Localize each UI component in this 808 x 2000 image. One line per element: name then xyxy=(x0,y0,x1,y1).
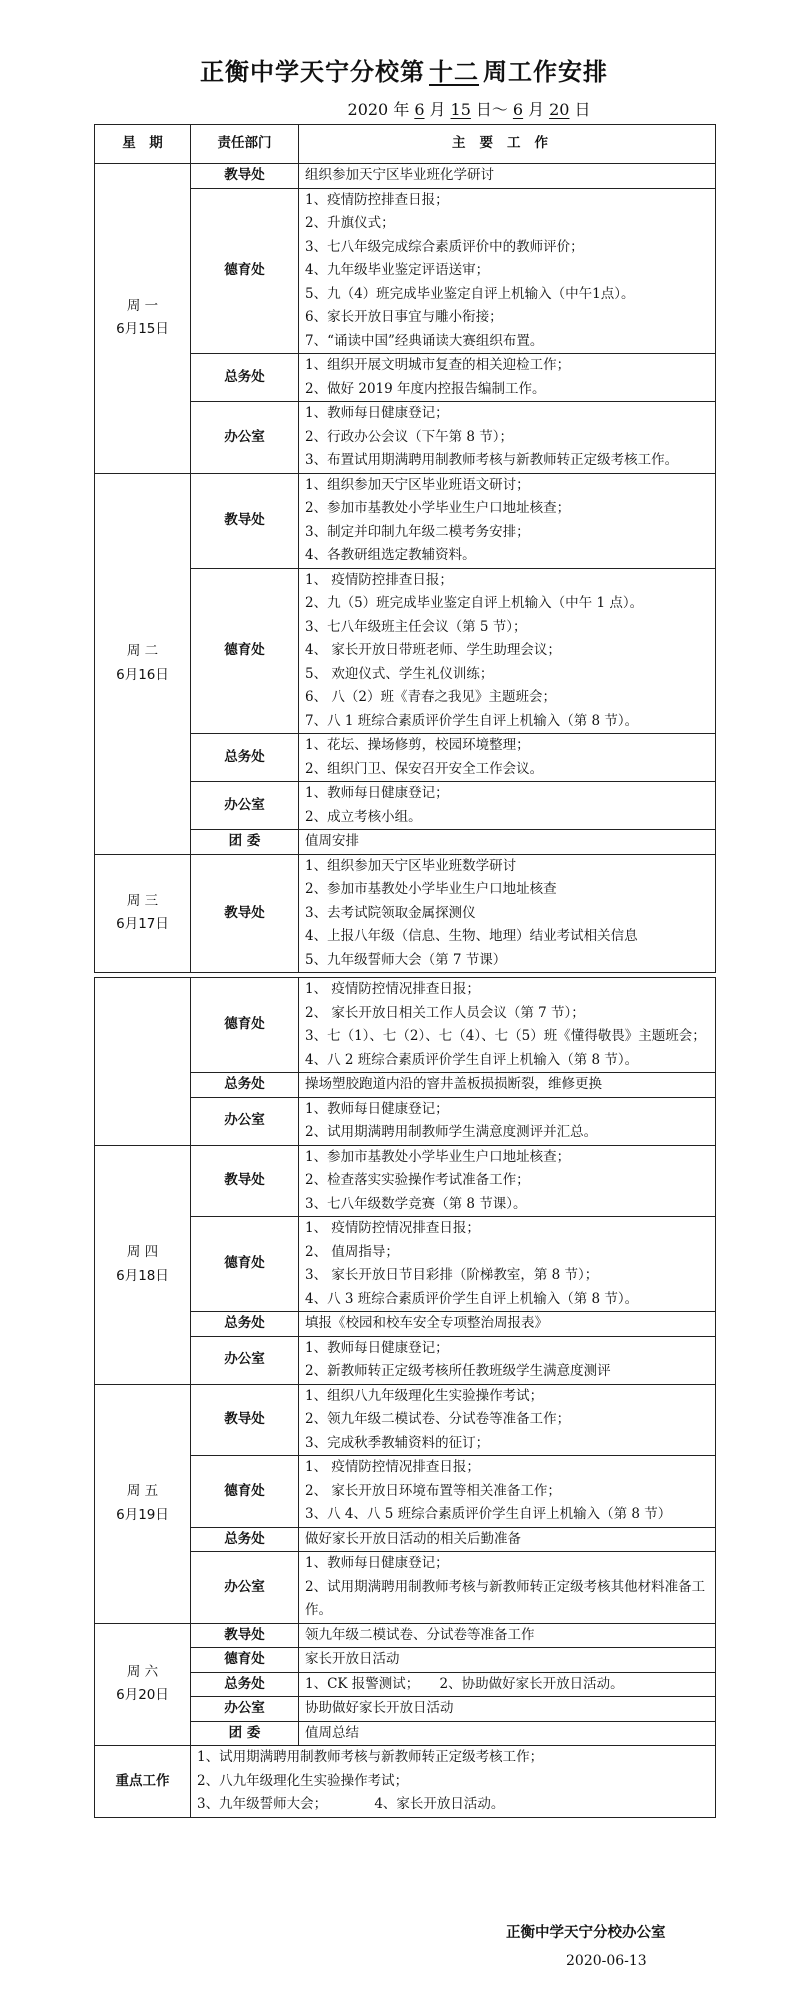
work-item: 4、上报八年级（信息、生物、地理）结业考试相关信息 xyxy=(305,928,638,944)
work-item: 1、 疫情防控情况排查日报； xyxy=(305,981,480,997)
date-end-month: 6 xyxy=(512,100,524,119)
work-item: 1、教师每日健康登记； xyxy=(305,785,449,801)
work-cell xyxy=(299,473,716,568)
work-cell xyxy=(299,1097,716,1145)
date-label: 6月15日 xyxy=(116,321,169,338)
department-cell: 总务处 xyxy=(191,1073,299,1098)
work-item: 1、组织八九年级理化生实验操作考试； xyxy=(305,1387,544,1404)
day-cell xyxy=(95,1384,191,1623)
work-item: 7、八 1 班综合素质评价学生自评上机输入（第 8 节）。 xyxy=(305,712,639,729)
work-cell xyxy=(299,354,716,402)
title-week-number: 十二 xyxy=(429,58,479,86)
work-item: 3、布置试用期满聘用制教师考核与新教师转正定级考核工作。 xyxy=(305,452,679,468)
footer-date: 2020-06-13 xyxy=(566,1953,647,1969)
header-work: 主要工作 xyxy=(299,125,716,164)
department-cell: 总务处 xyxy=(191,354,299,402)
work-item: 5、九年级誓师大会（第 7 节课） xyxy=(305,951,507,968)
header-row xyxy=(95,125,716,164)
work-cell xyxy=(299,568,716,734)
work-item: 1、教师每日健康登记； xyxy=(305,405,449,421)
key-work-item: 1、试用期满聘用制教师考核与新教师转正定级考核工作； xyxy=(197,1749,544,1765)
header-dept: 责任部门 xyxy=(191,125,299,164)
day-cell xyxy=(95,1145,191,1384)
work-cell xyxy=(299,1672,716,1697)
work-cell xyxy=(299,1697,716,1722)
schedule-row xyxy=(95,164,716,189)
department-cell: 教导处 xyxy=(191,1623,299,1648)
department-cell: 德育处 xyxy=(191,1456,299,1528)
date-label: 6月16日 xyxy=(116,666,169,683)
schedule-row xyxy=(95,978,716,1073)
department-cell: 教导处 xyxy=(191,164,299,189)
work-item: 2、试用期满聘用制教师考核与新教师转正定级考核其他材料准备工作。 xyxy=(305,1578,706,1618)
schedule-table-part2 xyxy=(94,977,716,1818)
schedule-row xyxy=(95,1623,716,1648)
work-cell xyxy=(299,1336,716,1384)
department-cell: 教导处 xyxy=(191,473,299,568)
work-cell xyxy=(299,854,716,973)
department-cell: 团 委 xyxy=(191,1721,299,1746)
work-item: 1、 疫情防控情况排查日报； xyxy=(305,1459,480,1475)
work-item: 5、 欢迎仪式、学生礼仪训练； xyxy=(305,665,494,682)
work-item: 4、各教研组选定教辅资料。 xyxy=(305,547,476,563)
work-item: 协助做好家长开放日活动 xyxy=(305,1700,454,1716)
work-cell xyxy=(299,402,716,474)
work-cell xyxy=(299,1721,716,1746)
work-item: 3、七（1）、七（2）、七（4）、七（5）班《懂得敬畏》主题班会； xyxy=(305,1028,706,1044)
page-title xyxy=(0,52,808,87)
work-item: 3、制定并印制九年级二模考务安排； xyxy=(305,523,530,540)
date-label: 6月17日 xyxy=(116,916,169,933)
work-cell xyxy=(299,1384,716,1456)
work-item: 2、组织门卫、保安召开安全工作会议。 xyxy=(305,760,544,777)
department-cell: 总务处 xyxy=(191,1672,299,1697)
date-start-month: 6 xyxy=(414,100,425,119)
work-item: 4、九年级毕业鉴定评语送审； xyxy=(305,262,490,278)
work-item: 1、组织参加天宁区毕业班语文研讨； xyxy=(305,476,530,493)
work-cell xyxy=(299,164,716,189)
work-item: 6、家长开放日事宜与雕小衔接； xyxy=(305,309,503,325)
work-item: 3、七八年级班主任会议（第 5 节）； xyxy=(305,618,527,635)
department-cell: 教导处 xyxy=(191,854,299,973)
department-cell: 德育处 xyxy=(191,978,299,1073)
department-cell: 德育处 xyxy=(191,1648,299,1673)
date-end-day: 20 xyxy=(549,100,570,119)
date-label: 6月20日 xyxy=(116,1687,169,1704)
work-cell xyxy=(299,1456,716,1528)
department-cell: 教导处 xyxy=(191,1145,299,1217)
footer-organization: 正衡中学天宁分校办公室 xyxy=(506,1925,666,1941)
date-day-label: 日～ xyxy=(475,100,508,119)
work-item: 2、检查落实实验操作考试准备工作； xyxy=(305,1172,530,1188)
work-item: 4、八 2 班综合素质评价学生自评上机输入（第 8 节）。 xyxy=(305,1051,639,1068)
title-prefix: 正衡中学天宁分校第 xyxy=(200,58,425,86)
work-item: 3、七八年级完成综合素质评价中的教师评价； xyxy=(305,238,584,255)
department-cell: 办公室 xyxy=(191,1097,299,1145)
work-item: 2、领九年级二模试卷、分试卷等准备工作； xyxy=(305,1411,571,1427)
work-item: 3、去考试院领取金属探测仪 xyxy=(305,904,476,921)
department-cell: 办公室 xyxy=(191,402,299,474)
key-work-label: 重点工作 xyxy=(95,1746,191,1818)
work-item: 6、 八（2）班《青春之我见》主题班会； xyxy=(305,689,556,705)
work-cell xyxy=(299,978,716,1073)
work-cell xyxy=(299,1312,716,1337)
work-item: 2、新教师转正定级考核所任教班级学生满意度测评 xyxy=(305,1363,611,1379)
weekday-label: 周 二 xyxy=(126,643,159,659)
weekday-label: 周 四 xyxy=(126,1244,159,1260)
work-cell xyxy=(299,830,716,855)
department-cell: 德育处 xyxy=(191,1217,299,1312)
work-item: 2、 家长开放日相关工作人员会议（第 7 节）； xyxy=(305,1004,585,1021)
day-cell xyxy=(95,854,191,973)
department-cell: 总务处 xyxy=(191,1312,299,1337)
department-cell: 教导处 xyxy=(191,1384,299,1456)
department-cell: 德育处 xyxy=(191,188,299,354)
work-cell xyxy=(299,1527,716,1552)
work-item: 4、 家长开放日带班老师、学生助理会议； xyxy=(305,642,561,658)
department-cell: 总务处 xyxy=(191,734,299,782)
work-cell xyxy=(299,188,716,354)
department-cell: 办公室 xyxy=(191,782,299,830)
work-item: 3、 家长开放日节目彩排（阶梯教室，第 8 节）； xyxy=(305,1267,599,1283)
work-item: 家长开放日活动 xyxy=(305,1651,400,1667)
work-cell xyxy=(299,1623,716,1648)
department-cell: 办公室 xyxy=(191,1336,299,1384)
work-item: 2、行政办公会议（下午第 8 节）； xyxy=(305,428,514,445)
work-item: 组织参加天宁区毕业班化学研讨 xyxy=(305,167,494,183)
work-item: 2、试用期满聘用制教师学生满意度测评并汇总。 xyxy=(305,1124,598,1140)
key-work-content xyxy=(191,1746,716,1818)
work-item: 2、 家长开放日环境布置等相关准备工作； xyxy=(305,1482,561,1499)
weekday-label: 周 五 xyxy=(126,1483,159,1499)
date-label: 6月19日 xyxy=(116,1506,169,1523)
department-cell: 总务处 xyxy=(191,1527,299,1552)
work-item: 2、九（5）班完成毕业鉴定自评上机输入（中午 1 点）。 xyxy=(305,595,644,611)
key-work-item: 2、八九年级理化生实验操作考试； xyxy=(197,1772,409,1789)
schedule-row xyxy=(95,1384,716,1456)
day-cell xyxy=(95,164,191,474)
work-item: 1、疫情防控排查日报； xyxy=(305,191,449,208)
work-cell xyxy=(299,1145,716,1217)
day-cell xyxy=(95,473,191,854)
work-item: 操场塑胶跑道内沿的窨井盖板损损断裂，维修更换 xyxy=(305,1076,602,1092)
date-year: 2020 年 xyxy=(347,100,410,119)
work-item: 填报《校园和校车安全专项整治周报表》 xyxy=(305,1315,548,1331)
work-item: 5、九（4）班完成毕业鉴定自评上机输入（中午1点）。 xyxy=(305,285,635,302)
schedule-row xyxy=(95,473,716,568)
date-range xyxy=(0,97,808,120)
department-cell: 德育处 xyxy=(191,568,299,734)
date-month-label: 月 xyxy=(528,100,545,119)
date-label: 6月18日 xyxy=(116,1267,169,1284)
work-cell xyxy=(299,782,716,830)
department-cell: 办公室 xyxy=(191,1552,299,1624)
work-item: 值周安排 xyxy=(305,833,359,849)
work-item: 1、教师每日健康登记； xyxy=(305,1100,449,1117)
work-item: 1、 疫情防控排查日报； xyxy=(305,571,453,588)
schedule-table-part1 xyxy=(94,124,716,973)
work-cell xyxy=(299,1552,716,1624)
work-item: 1、参加市基教处小学毕业生户口地址核查； xyxy=(305,1148,571,1165)
header-day: 星 期 xyxy=(95,125,191,164)
work-cell xyxy=(299,734,716,782)
work-item: 2、 值周指导； xyxy=(305,1243,399,1260)
work-item: 2、成立考核小组。 xyxy=(305,808,422,825)
department-cell: 团 委 xyxy=(191,830,299,855)
work-item: 4、八 3 班综合素质评价学生自评上机输入（第 8 节）。 xyxy=(305,1290,639,1307)
work-item: 值周总结 xyxy=(305,1724,359,1741)
key-work-item: 3、九年级誓师大会； 4、家长开放日活动。 xyxy=(197,1796,505,1812)
work-item: 2、参加市基教处小学毕业生户口地址核查； xyxy=(305,500,571,516)
work-cell xyxy=(299,1073,716,1098)
work-item: 7、“诵读中国”经典诵读大赛组织布置。 xyxy=(305,332,544,349)
work-cell xyxy=(299,1217,716,1312)
work-item: 领九年级二模试卷、分试卷等准备工作 xyxy=(305,1626,535,1643)
work-item: 2、做好 2019 年度内控报告编制工作。 xyxy=(305,380,546,397)
key-work-row xyxy=(95,1746,716,1818)
work-item: 1、 疫情防控情况排查日报； xyxy=(305,1220,480,1236)
title-suffix: 周工作安排 xyxy=(483,58,608,86)
work-item: 3、八 4、八 5 班综合素质评价学生自评上机输入（第 8 节） xyxy=(305,1506,672,1522)
work-item: 2、升旗仪式； xyxy=(305,215,395,231)
work-item: 1、CK 报警测试； 2、协助做好家长开放日活动。 xyxy=(305,1675,624,1692)
weekday-label: 周 六 xyxy=(126,1663,159,1680)
day-cell xyxy=(95,1623,191,1746)
work-cell xyxy=(299,1648,716,1673)
schedule-row xyxy=(95,854,716,973)
work-item: 1、组织参加天宁区毕业班数学研讨 xyxy=(305,857,517,874)
weekday-label: 周 一 xyxy=(126,297,159,314)
schedule-row xyxy=(95,1145,716,1217)
work-item: 做好家长开放日活动的相关后勤准备 xyxy=(305,1530,521,1547)
work-item: 1、教师每日健康登记； xyxy=(305,1339,449,1356)
work-item: 1、组织开展文明城市复查的相关迎检工作； xyxy=(305,357,571,373)
work-item: 1、花坛、操场修剪，校园环境整理； xyxy=(305,737,530,753)
work-item: 1、教师每日健康登记； xyxy=(305,1555,449,1571)
date-start-day: 15 xyxy=(450,100,471,119)
date-month-label: 月 xyxy=(429,100,446,119)
work-item: 3、完成秋季教辅资料的征订； xyxy=(305,1434,490,1451)
date-day-label: 日 xyxy=(574,100,591,119)
day-cell xyxy=(95,978,191,1146)
weekday-label: 周 三 xyxy=(126,892,159,909)
work-item: 3、七八年级数学竞赛（第 8 节课）。 xyxy=(305,1195,527,1212)
work-item: 2、参加市基教处小学毕业生户口地址核查 xyxy=(305,881,557,897)
department-cell: 办公室 xyxy=(191,1697,299,1722)
